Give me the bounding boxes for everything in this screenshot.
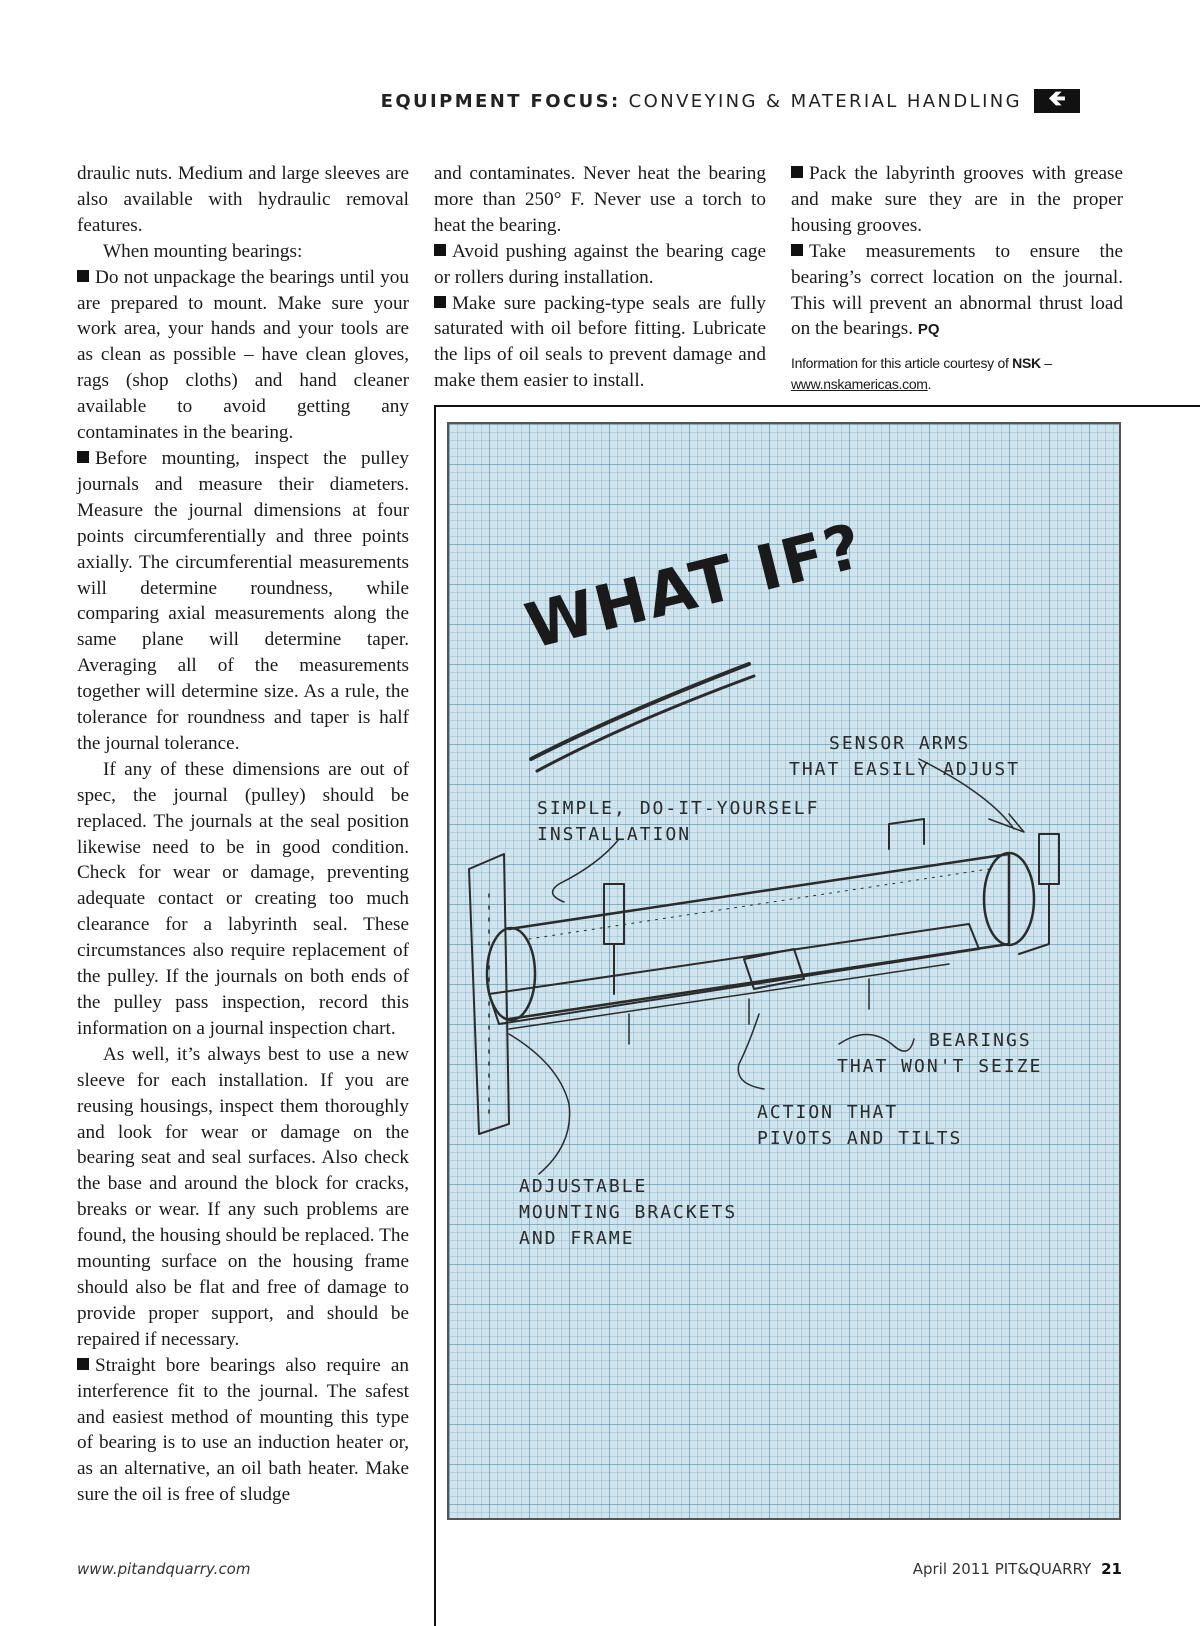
bullet-item: Make sure packing-type seals are fully saturated with oil before fitting. Lubricate the lips of oil seals to prevent damage and make them easier to install. <box>434 292 766 392</box>
paragraph: and contaminates. Never heat the bearing more than 250° F. Never use a torch to heat the bearing. <box>434 163 766 236</box>
footer-website[interactable]: www.pitandquarry.com <box>77 1560 251 1578</box>
article-column-1 <box>77 161 409 1508</box>
bullet-item: Straight bore bearings also require an interference fit to the journal. The safest and easiest method of mounting this type of bearing is to use an induction heater or, as an alternative, an oil bath heater. Make sure the oil is free of sludge <box>77 1354 409 1506</box>
credit-link[interactable]: www.nskamericas.com <box>791 376 928 393</box>
bullet-square-icon <box>791 244 803 256</box>
label-sensor-arms: SENSOR ARMS THAT EASILY ADJUST <box>789 733 1021 780</box>
bullet-square-icon <box>791 166 803 178</box>
frame-rule-vertical <box>434 405 436 1626</box>
article-column-3 <box>791 161 1123 395</box>
bullet-item: Avoid pushing against the bearing cage or rollers during installation. <box>434 240 766 288</box>
bullet-item: Do not unpackage the bearings until you are prepared to mount. Make sure your work area, your hands and your tools are as clean as possible – have clean gloves, rags (shop cloths) and hand cleaner available to avoid getting any contaminates in the bearing. <box>77 266 409 444</box>
label-diy-installation: SIMPLE, DO-IT-YOURSELF INSTALLATION <box>537 798 820 845</box>
section-header <box>380 85 1080 114</box>
credit-company: NSK <box>1012 355 1041 372</box>
bullet-square-icon <box>77 270 89 282</box>
section-title: EQUIPMENT FOCUS: CONVEYING & MATERIAL HANDLING <box>380 90 1022 112</box>
paragraph: When mounting bearings: <box>103 240 303 262</box>
footer-issue: April 2011 PIT&QUARRY 21 <box>912 1560 1122 1578</box>
paragraph: draulic nuts. Medium and large sleeves are also available with hydraulic removal features. <box>77 163 409 236</box>
left-arrow-icon[interactable]: 🡸 <box>1034 89 1080 113</box>
bullet-item: Pack the labyrinth grooves with grease and make sure they are in the proper housing grooves. <box>791 163 1123 236</box>
label-pivot-action: ACTION THAT PIVOTS AND TILTS <box>757 1102 963 1149</box>
pq-end-mark: PQ <box>917 321 940 339</box>
frame-rule-horizontal <box>434 405 1200 407</box>
bullet-square-icon <box>434 244 446 256</box>
bullet-square-icon <box>77 1358 89 1370</box>
paragraph: As well, it’s always best to use a new sleeve for each installation. If you are reusing housings, inspect them thoroughly and look for wear or damage on the bearing seat and seal surfaces. Also check the base and around the block for cracks, breaks or wear. If any such problems are found, the housing should be replaced. The mounting surface on the housing frame should also be flat and free of damage to provide proper support, and should be repaired if necessary. <box>77 1043 409 1350</box>
article-credit: Information for this article courtesy of NSK – www.nskamericas.com. <box>791 355 1052 393</box>
bullet-item: Before mounting, inspect the pulley journals and measure their diameters. Measure the journal dimensions at four points circumferentially and three points axially. The circumferential measurements will determine roundness, while comparing axial measurements along the same plane will determine taper. Averaging all of the measurements together will determine size. As a rule, the tolerance for roundness and taper is half the journal tolerance. <box>77 447 409 754</box>
sketch-title: WHAT IF? <box>518 508 871 663</box>
bullet-item: Take measurements to ensure the bearing’s correct location on the journal. This will prevent an abnormal thrust load on the bearings. PQ <box>791 240 1123 340</box>
label-bearings: BEARINGS THAT WON'T SEIZE <box>837 1030 1043 1077</box>
label-adjustable-brackets: ADJUSTABLE MOUNTING BRACKETS AND FRAME <box>519 1176 738 1249</box>
bullet-square-icon <box>434 296 446 308</box>
page-number: 21 <box>1101 1560 1122 1578</box>
concept-sketch <box>447 422 1121 1520</box>
paragraph: If any of these dimensions are out of spec, the journal (pulley) should be replaced. The journals at the seal position likewise need to be in good condition. Check for wear or damage, preventing adequate contact or creating too much clearance for a labyrinth seal. These circumstances also require replacement of the pulley. If the journals on both ends of the pulley pass inspection, record this information on a journal inspection chart. <box>77 758 409 1039</box>
article-column-2 <box>434 161 766 394</box>
bullet-square-icon <box>77 451 89 463</box>
